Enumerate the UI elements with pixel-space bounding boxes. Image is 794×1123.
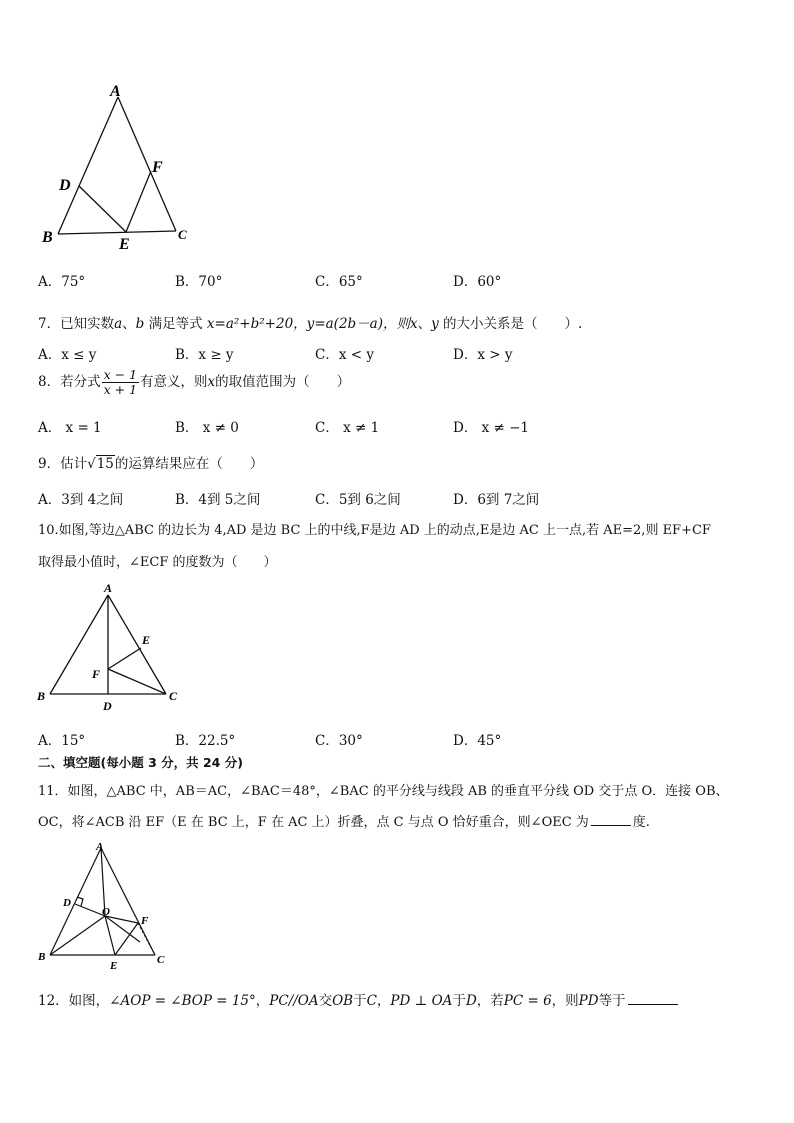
q9-end: 的运算结果应在（ ） (114, 456, 264, 472)
q8-mid: 有意义，则 (140, 374, 208, 390)
q6-option-c[interactable]: C．65° (315, 274, 363, 290)
q8-option-b[interactable]: B． x ≠ 0 (175, 420, 239, 436)
vertex-label-d: D (59, 177, 71, 194)
vertex-label-e: E (119, 236, 130, 253)
q9-radicand: 15 (96, 456, 114, 472)
q11-stem-line2 (38, 811, 650, 830)
q11-answer-blank[interactable] (591, 825, 631, 826)
q8-option-c[interactable]: C． x ≠ 1 (315, 420, 380, 436)
q12-expr-angles: ∠AOP = ∠BOP = 15° (109, 993, 256, 1009)
q8-numerator: x − 1 (103, 367, 138, 382)
q7-mid: 满足等式 (144, 316, 207, 332)
q10-vertex-label-d: D (103, 699, 112, 713)
q11-line2-pre: OC，将∠ACB 沿 EF（E 在 BC 上，F 在 AC 上）折叠，点 C 与点 O 恰好重合，则∠OEC 为 (38, 815, 589, 830)
triangle-figure-q11 (30, 838, 180, 973)
vertex-label-b: B (42, 229, 53, 246)
triangle-figure-q6 (30, 78, 200, 256)
q9-option-a[interactable]: A．3到 4之间 (38, 492, 124, 508)
q7-option-a[interactable]: A．x ≤ y (38, 347, 97, 363)
q7-option-d[interactable]: D．x > y (453, 347, 513, 363)
q8-pre: 8．若分式 (38, 374, 101, 390)
q11-vertex-label-b: B (38, 951, 46, 963)
section-heading-fill-in: 二、填空题(每小题 3 分，共 24 分) (38, 755, 243, 770)
vertex-label-a: A (110, 83, 121, 100)
q7-var-y: y (431, 316, 439, 332)
q6-option-a[interactable]: A．75° (38, 274, 86, 290)
q10-option-d[interactable]: D．45° (453, 733, 502, 749)
q11-vertex-label-e: E (110, 960, 118, 972)
q12-expr-ob: OB (332, 993, 354, 1009)
q10-stem-line2: 取得最小值时，∠ECF 的度数为（ ） (38, 555, 277, 570)
q7-eq1-x: x (206, 316, 215, 332)
q10-vertex-label-e: E (142, 633, 151, 647)
q9-option-d[interactable]: D．6到 7之间 (453, 492, 540, 508)
q8-var: x (207, 374, 216, 390)
q12-expr-parallel: PC//OA (269, 993, 319, 1009)
q8-denominator: x + 1 (103, 382, 138, 397)
q9-option-c[interactable]: C．5到 6之间 (315, 492, 401, 508)
q10-vertex-label-a: A (104, 581, 113, 595)
q8-option-a[interactable]: A． x = 1 (38, 420, 102, 436)
q10-vertex-label-c: C (169, 689, 178, 703)
q11-stem-line1: 11．如图，△ABC 中，AB＝AC，∠BAC＝48°，∠BAC 的平分线与线段 AB 的垂直平分线 OD 交于点 O．连接 OB、 (38, 784, 729, 799)
q11-vertex-label-o: O (102, 906, 110, 918)
q10-option-a[interactable]: A．15° (38, 733, 86, 749)
q12-expr-c: C (366, 993, 377, 1009)
q7-eq1-rest: =a²+b²+20， (214, 316, 307, 332)
q12-expr-pd: PD (578, 993, 599, 1009)
q7-sep1: 、 (122, 316, 136, 332)
q7-eq2-rest: =a(2b－a)，则 (314, 316, 410, 332)
q12-expr-pc: PC = 6 (503, 993, 552, 1009)
q7-pre: 7．已知实数 (38, 316, 115, 332)
q7-sep2: 、 (417, 316, 432, 332)
q12-sep3: ，若 (476, 993, 504, 1009)
q7-var-b: b (135, 316, 145, 332)
q7-var-a: a (114, 316, 123, 332)
q7-eq2-y: y (306, 316, 315, 332)
q8-option-d[interactable]: D． x ≠ −1 (453, 420, 530, 436)
triangle-figure-q10 (30, 578, 190, 718)
radical-sign-icon: √ (87, 456, 96, 472)
vertex-label-f: F (152, 159, 163, 176)
q7-option-b[interactable]: B．x ≥ y (175, 347, 234, 363)
q12-sep4: ，则 (551, 993, 579, 1009)
q11-vertex-label-c: C (157, 954, 165, 966)
q7-end: 的大小关系是（ ）. (438, 316, 583, 332)
vertex-label-c: C (178, 227, 187, 242)
q12-mid1: 交 (318, 993, 333, 1009)
q12-stem (38, 989, 678, 1009)
q9-sqrt (87, 456, 115, 472)
q12-end: 等于 (598, 993, 626, 1009)
q9-pre: 9．估计 (38, 456, 88, 472)
q11-vertex-label-f: F (141, 915, 149, 927)
q6-option-b[interactable]: B．70° (175, 274, 223, 290)
q8-fraction (102, 368, 139, 397)
q12-mid3: 于 (452, 993, 466, 1009)
q8-stem (38, 368, 350, 397)
q9-stem (38, 452, 263, 472)
q7-option-c[interactable]: C．x < y (315, 347, 374, 363)
q11-vertex-label-a: A (96, 841, 104, 853)
q11-vertex-label-d: D (63, 897, 71, 909)
q11-line2-end: 度. (632, 815, 650, 830)
q10-stem-line1: 10.如图,等边△ABC 的边长为 4,AD 是边 BC 上的中线,F是边 AD 上的动点,E是边 AC 上一点,若 AE=2,则 EF+CF (38, 523, 711, 538)
q12-sep1: ， (255, 993, 270, 1009)
q12-mid2: 于 (353, 993, 367, 1009)
q7-stem (38, 312, 582, 332)
q7-var-x: x (410, 316, 418, 332)
q9-option-b[interactable]: B．4到 5之间 (175, 492, 261, 508)
q12-expr-d: D (465, 993, 477, 1009)
q12-answer-blank[interactable] (628, 1004, 678, 1005)
q10-vertex-label-f: F (92, 667, 101, 681)
q8-end: 的取值范围为（ ） (215, 374, 351, 390)
q12-expr-perp: PD ⊥ OA (390, 993, 453, 1009)
q10-option-b[interactable]: B．22.5° (175, 733, 236, 749)
q10-option-c[interactable]: C．30° (315, 733, 363, 749)
q6-option-d[interactable]: D．60° (453, 274, 502, 290)
q12-pre: 12．如图， (38, 993, 110, 1009)
q12-sep2: ， (376, 993, 391, 1009)
q10-vertex-label-b: B (37, 689, 46, 703)
